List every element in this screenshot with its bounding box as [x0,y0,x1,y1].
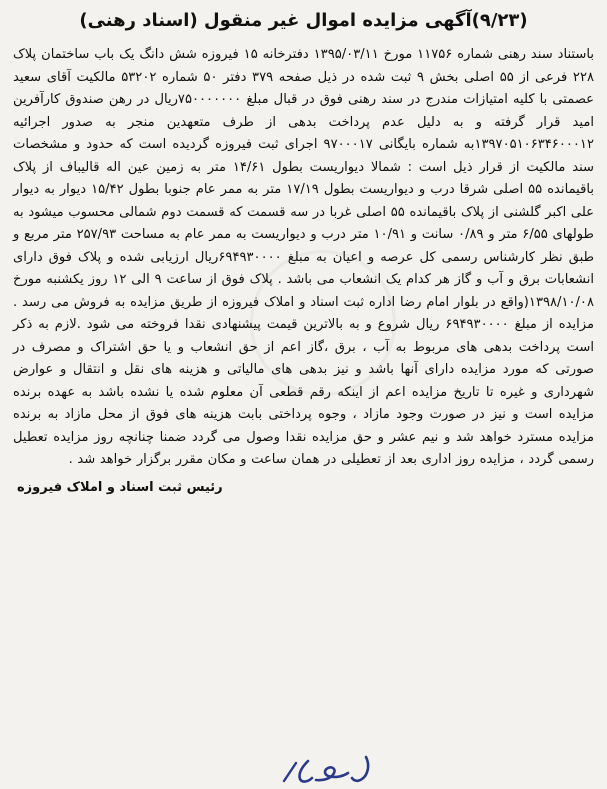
notice-signature: رئیس ثبت اسناد و املاک فیروزه [17,479,223,495]
notice-title: (۹/۲۳)آگهی مزایده اموال غیر منقول (اسناد رهنی) [79,10,528,31]
handwritten-mark-icon [278,751,378,787]
notice-body: باستناد سند رهنی شماره ۱۱۷۵۶ مورخ ۱۳۹۵/۰۳/۱۱ دفترخانه ۱۵ فیروزه شش دانگ یک باب ساختمان پلاک ۲۲۸ فرعی از ۵۵ اصلی بخش ۹ ثبت شده در ذیل صفحه ۳۷۹ دفتر ۵۰ شماره ۵۳۲۰۲ مالکیت آقای سعید عصمتی با کلیه امتیازات مندرج در سند رهنی فوق در قبال مبلغ ۷۵۰۰۰۰۰۰۰ریال در رهن صندوق کارآفرین امید قرار گرفته و به دلیل عدم پرداخت بدهی از طرف متعهدین منجر به صدور اجرائیه ۱۳۹۷۰۵۱۰۶۳۴۶۰۰۰۱۲به شماره بایگانی ۹۷۰۰۰۱۷ اجرای ثبت فیروزه گردیده است که حدود و مشخصات سند مالکیت از قرار ذیل است : شمالا دیواریست بطول ۱۴/۶۱ متر به زمین عین اله قالیباف از پلاک باقیمانده ۵۵ اصلی شرقا درب و دیواریست بطول ۱۷/۱۹ متر به ممر عام جنوبا بطول ۱۵/۴۲ دیوار به دیوار علی اکبر گلشنی از پلاک باقیمانده ۵۵ اصلی غربا در سه قسمت که قسمت دوم شمالی محسوب میشود به طولهای ۶/۵۵ متر و ۰/۸۹ سانت و ۱۰/۹۱ متر درب و دیواریست به ممر عام به مساحت ۲۵۷/۹۳ متر مربع و طبق نظر کارشناس رسمی کل عرصه و اعیان به مبلغ ۶۹۴۹۳۰۰۰۰ریال ارزیابی شده و پلاک فوق دارای انشعابات برق و آب و گاز هر کدام یک انشعاب می باشد . پلاک فوق از ساعت ۹ الی ۱۲ روز یکشنبه مورخ ۱۳۹۸/۱۰/۰۸(واقع در بلوار امام رضا اداره ثبت اسناد و املاک فیروزه از طریق مزایده به فروش می رسد . مزایده از مبلغ ۶۹۴۹۳۰۰۰۰ ریال شروع و به بالاترین قیمت پیشنهادی نقدا فروخته می شود .لازم به ذکر است پرداخت بدهی های مربوط به آب ، برق ،گاز اعم از حق انشعاب و یا حق اشتراک و مصرف در صورتی که مورد مزایده دارای آنها باشد و نیز بدهی های مالیاتی و هزینه های نقل و انتقال و عوارض شهرداری و غیره تا تاریخ مزایده اعم از اینکه رقم قطعی آن معلوم شده یا نشده باشد به عهده برنده مزایده است و نیز در صورت وجود مازاد ، وجوه پرداختی بابت هزینه های فوق از محل مازاد به برنده مزایده مسترد خواهد شد و نیم عشر و حق مزایده نقدا وصول می گردد ضمنا چنانچه روز مزایده تعطیل رسمی گردد ، مزایده روز اداری بعد از تعطیلی در همان ساعت و مکان مقرر برگزار خواهد شد . [13,47,595,467]
